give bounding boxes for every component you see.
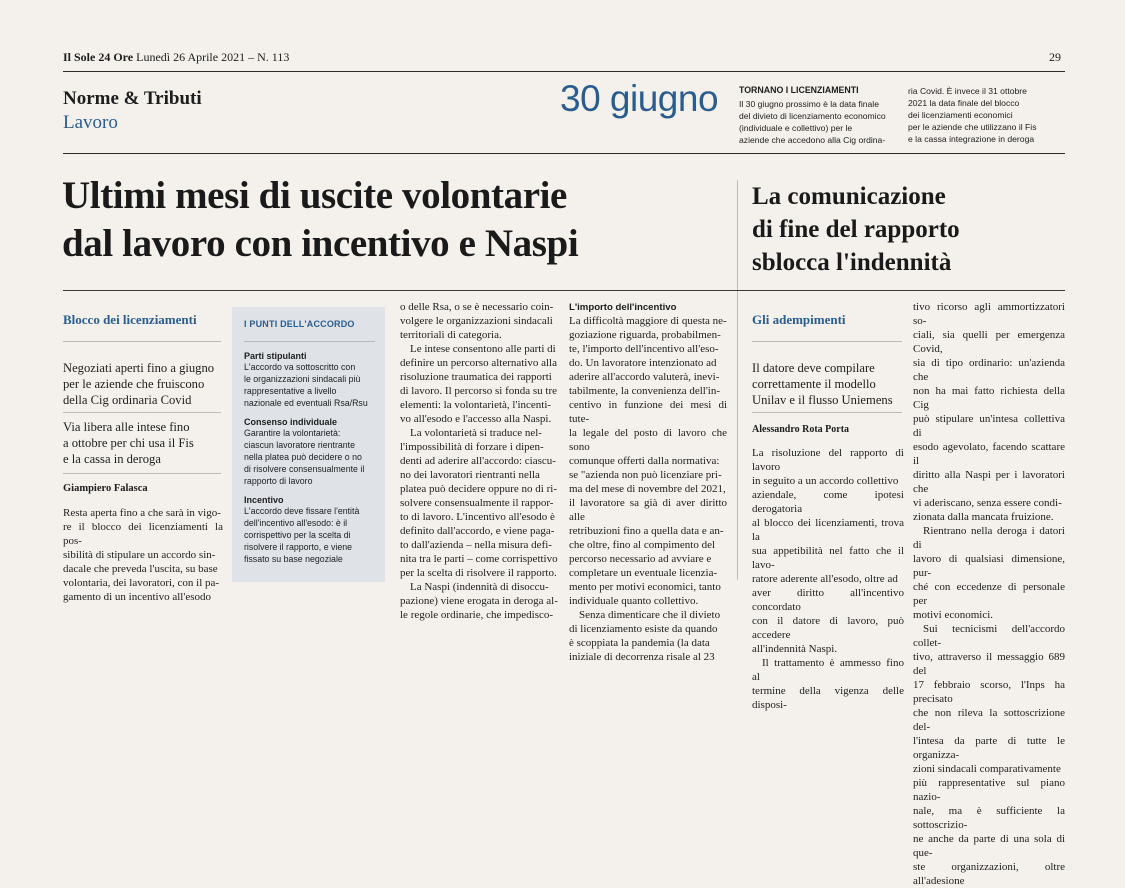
text-line: vo all'esodo e l'accesso alla Naspi. [400,413,552,425]
text-line: motivi economici. [913,609,994,621]
text-line: e la cassa in deroga [63,452,161,466]
text-line: Rientrano nella deroga i datori di [913,525,1065,551]
text-line: per la scelta di risolvere il rapporto. [400,567,557,579]
text-line: La difficoltà maggiore di questa ne- [569,315,727,327]
highlight-col1 [739,98,907,146]
headline-line: dal lavoro con incentivo e Naspi [62,222,579,265]
text-line: volontaria, dei lavoratori, con il pa- [63,577,220,589]
text-line: nita tra le parti – come corrispettivo [400,553,558,565]
text-line: La volontarietà si traduce nel- [410,427,542,439]
summary-rule [63,412,221,413]
headline-line: La comunicazione [752,183,946,210]
text-line: l'impossibilità di forzare i dipen- [400,441,544,453]
text-line: l'intesa da parte di tutte le organizza- [913,735,1065,761]
right-headline [752,180,960,279]
right-col2-text [913,300,1065,888]
box-item [244,417,375,487]
masthead [63,50,289,65]
box-title: I PUNTI DELL'ACCORDO [244,319,355,329]
headline-line: sblocca l'indennità [752,249,952,276]
text-line: ma del mese di novembre del 2021, [569,483,726,495]
highlight-date: 30 giugno [560,78,719,119]
text-line: le regole ordinarie, che impedisco- [400,609,554,621]
text-line: il lavoratore sa già di aver diritto alle [569,497,727,523]
text-line: elementi: la volontarietà, l'incenti- [400,399,552,411]
text-line: al blocco dei licenziamenti, trova la [752,517,904,543]
text-line: nazionale ed eventuali Rsa/Rsu [244,398,368,408]
text-line: correttamente il modello [752,377,876,391]
text-line: o delle Rsa, o se è necessario coin- [400,301,554,313]
main-col4-text [569,314,727,664]
text-line: zioni sindacali comparativamente [913,763,1061,775]
section-title: Norme & Tributi [63,88,202,109]
text-line: definire un percorso alternativo alla [400,357,557,369]
tag-rule [752,341,902,342]
text-line: aziendale, come ipotesi derogatoria [752,489,904,515]
text-line: Unilav e il flusso Uniemens [752,393,893,407]
text-line: per le aziende che fruiscono [63,377,205,391]
text-line: nella platea può decidere o no [244,452,362,462]
text-line: goziazione riguarda, probabilmen- [569,329,721,341]
text-line: con il datore di lavoro, può accedere [752,615,904,641]
text-line: Sui tecnicismi dell'accordo collet- [913,623,1065,649]
text-line: 2021 la data finale del blocco [908,98,1020,108]
text-line: risoluzione traumatica dei rapporti [400,371,552,383]
right-col1-text [752,446,904,712]
section-rule [63,153,1065,154]
text-line: aver diritto all'incentivo concordato [752,587,904,613]
text-line: retribuzioni fino a quella data e an- [569,525,724,537]
text-line: ratore aderente all'esodo, oltre ad [752,573,898,585]
text-line: Il 30 giugno prossimo è la data finale [739,99,879,109]
text-line: rappresentative a livello [244,386,337,396]
text-line: fissato su base negoziale [244,554,343,564]
text-line: centivo in funzione dei mesi di tute- [569,399,727,425]
text-line: ste organizzazioni, oltre all'adesione [913,861,1065,887]
text-line: lavoro di qualsiasi dimensione, pur- [913,553,1065,579]
text-line: Garantire la volontarietà: [244,428,341,438]
main-author: Giampiero Falasca [63,483,148,494]
text-line: ria Covid. È invece il 31 ottobre [908,86,1027,96]
summary-1 [63,360,223,408]
box-item [244,495,375,565]
text-line: Le intese consentono alle parti di [410,343,556,355]
main-col4-title: L'importo dell'incentivo [569,302,677,313]
text-line: comunque offerti dalla normativa: [569,455,720,467]
text-line: L'accordo va sottoscritto con [244,362,356,372]
text-line: in seguito a un accordo collettivo [752,475,899,487]
text-line: platea può decidere oppure no di ri- [400,483,557,495]
text-line: te, l'importo dell'incentivo all'eso- [569,343,719,355]
text-line: a ottobre per chi usa il Fis [63,436,194,450]
text-line: rapporto di lavoro [244,476,313,486]
text-line: Via libera alle intese fino [63,420,190,434]
text-line: di risolvere consensualmente il [244,464,365,474]
text-line: definito dall'accordo, e viene paga- [400,525,555,537]
text-line: Il trattamento è ammesso fino al [752,657,904,683]
text-line: mento per motivi economici, tanto [569,581,721,593]
page-number: 29 [1049,50,1061,64]
text-line: all'indennità Naspi. [752,643,838,655]
text-line: e la cassa integrazione in deroga [908,134,1035,144]
headline-line: Ultimi mesi di uscite volontarie [62,174,567,217]
text-line: per le aziende che utilizzano il Fis [908,122,1037,132]
headline-line: di fine del rapporto [752,216,960,243]
text-line: diritto alla Naspi per i lavoratori che [913,469,1065,495]
main-tag: Blocco dei licenziamenti [63,312,197,327]
text-line: tabilmente, la convenienza dell'in- [569,385,721,397]
paper-name: Il Sole 24 Ore [63,50,134,64]
text-line: gamento di un incentivo all'esodo [63,591,212,603]
text-line: ché con eccedenze di personale per [913,581,1065,607]
article-rule [63,290,1065,291]
text-line: dacale che preveda l'uscita, su base [63,563,218,575]
column-divider [737,180,738,580]
text-line: La Naspi (indennità di disoccu- [410,581,549,593]
text-line: volgere le organizzazioni sindacali [400,315,553,327]
text-line: tivo ricorso agli ammortizzatori so- [913,301,1065,327]
text-line: sibilità di stipulare un accordo sin- [63,549,216,561]
section-subtitle: Lavoro [63,112,118,133]
text-line: la legale del posto di lavoro che sono [569,427,727,453]
text-line: (individuale e collettivo) per le [739,123,853,133]
text-line: nale, ma è sufficiente la sottoscrizio- [913,805,1065,831]
text-line: Negoziati aperti fino a giugno [63,361,215,375]
text-line: L'accordo deve fissare l'entità [244,506,360,516]
text-line: se "azienda non può licenziare pri- [569,469,722,481]
text-line: do. Un lavoratore intenzionato ad [569,357,717,369]
text-line: Senza dimenticare che il divieto [579,609,721,621]
box-item [244,351,375,409]
text-line: di licenziamento esiste da quando [569,623,718,635]
tag-rule [63,341,221,342]
text-line: to di lavoro. L'incentivo all'esodo è [400,511,555,523]
text-line: aderire all'accordo valuterà, inevi- [569,371,720,383]
text-line: che non rileva la sottoscrizione del- [913,707,1065,733]
text-line: individuale quanto collettivo. [569,595,699,607]
box-item-head: Consenso individuale [244,417,338,427]
text-line: aziende che accedono alla Cig ordina- [739,135,886,145]
text-line: più rappresentative sul piano nazio- [913,777,1065,803]
text-line: sua appetibilità nel fatto che il lavo- [752,545,904,571]
text-line: dei licenziamenti economici [908,110,1013,120]
text-line: corrispettivo per la scelta di [244,530,351,540]
text-line: Resta aperta fino a che sarà in vigo- [63,507,221,519]
text-line: che oltre, fino al compimento del [569,539,716,551]
main-headline [62,172,578,268]
text-line: termine della vigenza delle disposi- [752,685,904,711]
right-tag: Gli adempimenti [752,312,846,327]
right-summary [752,360,907,408]
text-line: iniziale di decorrenza risale al 23 [569,651,715,663]
text-line: Il datore deve compilare [752,361,875,375]
text-line: 17 febbraio scorso, l'Inps ha precisato [913,679,1065,705]
masthead-rule [63,71,1065,72]
highlight-box [739,85,1069,145]
text-line: sia di tipo ordinario: un'azienda che [913,357,1065,383]
text-line: della Cig ordinaria Covid [63,393,192,407]
summary-rule [63,473,221,474]
text-line: le organizzazioni sindacali più [244,374,361,384]
issue-date: Lunedì 26 Aprile 2021 [136,50,246,64]
text-line: solvere consensualmente il rappor- [400,497,554,509]
text-line: non ha mai fatto richiesta della Cig [913,385,1065,411]
box-item-head: Incentivo [244,495,284,505]
text-line: territoriali di categoria. [400,329,502,341]
text-line: è scoppiata la pandemia (la data [569,637,710,649]
box-item-head: Parti stipulanti [244,351,307,361]
highlight-kicker: TORNANO I LICENZIAMENTI [739,85,859,95]
highlight-col2 [908,85,1073,145]
right-author: Alessandro Rota Porta [752,424,850,435]
summary-rule [752,412,902,413]
text-line: zionata dalla mancata fruizione. [913,511,1054,523]
summary-2 [63,419,223,467]
text-line: vi aderiscano, senza essere condi- [913,497,1062,509]
text-line: dell'incentivo all'esodo: è il [244,518,348,528]
text-line: no dei lavoratori rientranti nella [400,469,540,481]
key-points-box [232,307,385,582]
main-col3-text [400,300,558,622]
text-line: tivo, attraverso il messaggio 689 del [913,651,1065,677]
text-line: del divieto di licenziamento economico [739,111,886,121]
text-line: pazione) viene erogata in deroga al- [400,595,558,607]
text-line: to dall'azienda – nella misura defi- [400,539,552,551]
text-line: denti ad aderire all'accordo: ciascu- [400,455,556,467]
text-line: completare un eventuale licenzia- [569,567,718,579]
issue-number: – N. 113 [248,50,290,64]
text-line: può stipulare un'intesa collettiva di [913,413,1065,439]
text-line: di lavoro. Il percorso si fonda su tre [400,385,558,397]
main-col1-text [63,506,223,604]
text-line: La risoluzione del rapporto di lavoro [752,447,904,473]
text-line: ciascun lavoratore rientrante [244,440,355,450]
text-line: ciali, sia quelli per emergenza Covid, [913,329,1065,355]
text-line: re il blocco dei licenziamenti la pos- [63,521,223,547]
text-line: risolvere il rapporto, e viene [244,542,353,552]
text-line: percorso necessario ad avviare e [569,553,712,565]
text-line: ne anche da parte di una sola di que- [913,833,1065,859]
text-line: esodo agevolato, facendo scattare il [913,441,1065,467]
